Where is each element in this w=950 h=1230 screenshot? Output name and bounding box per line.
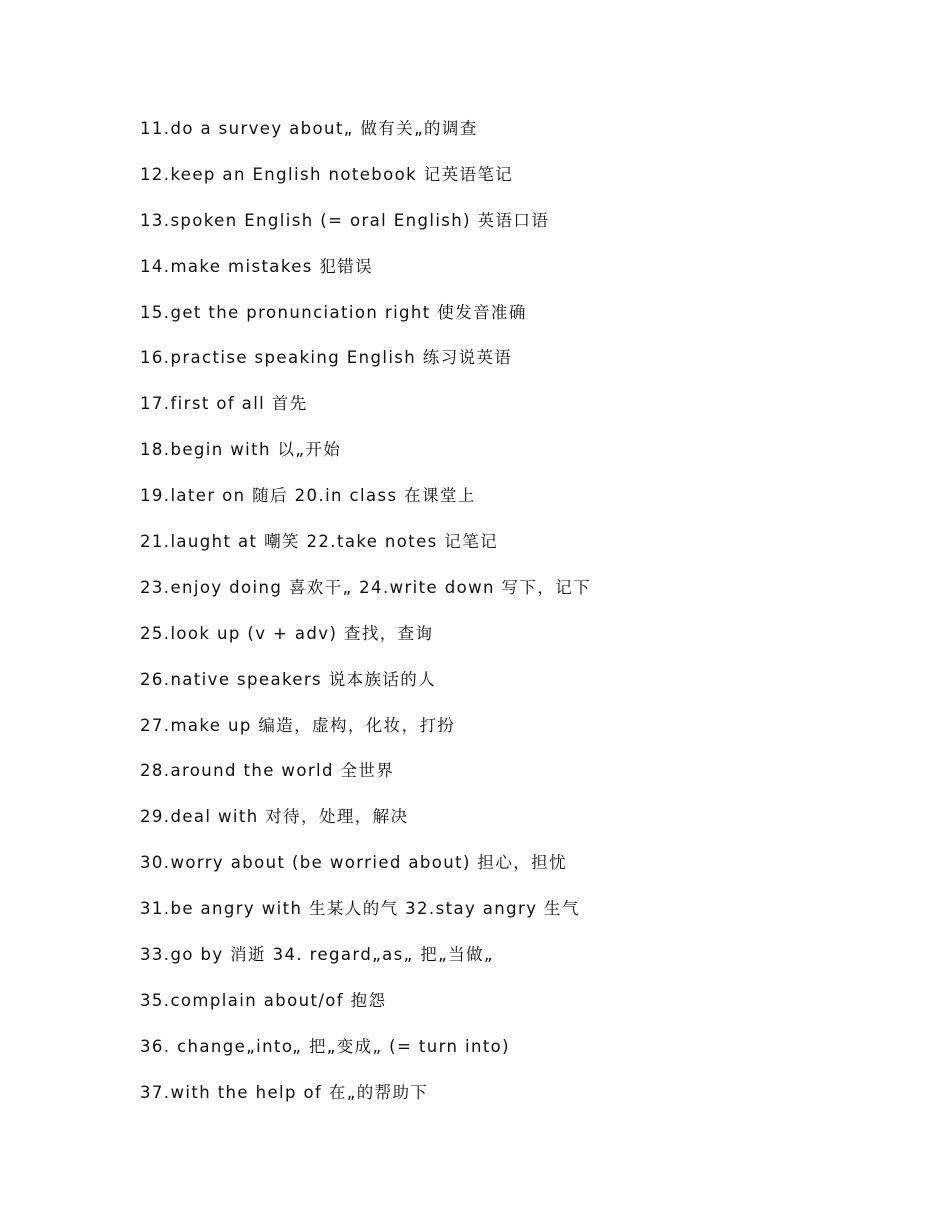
- phrase-line: 11.do a survey about„ 做有关„的调查: [140, 119, 478, 138]
- phrase-line: 12.keep an English notebook 记英语笔记: [140, 164, 514, 184]
- phrase-line: 18.begin with 以„开始: [140, 440, 342, 460]
- phrase-line: 15.get the pronunciation right 使发音准确: [140, 302, 527, 322]
- phrase-line: 16.practise speaking English 练习说英语: [140, 348, 513, 368]
- phrase-line: 37.with the help of 在„的帮助下: [140, 1082, 429, 1102]
- phrase-line: 31.be angry with 生某人的气 32.stay angry 生气: [140, 899, 580, 919]
- phrase-line: 30.worry about (be worried about) 担心，担忧: [140, 853, 567, 873]
- phrase-line: 25.look up (v + adv) 查找，查询: [140, 623, 434, 643]
- phrase-line: 14.make mistakes 犯错误: [140, 256, 374, 276]
- phrase-line: 21.laught at 嘲笑 22.take notes 记笔记: [140, 532, 499, 552]
- phrase-line: 29.deal with 对待，处理，解决: [140, 807, 409, 827]
- phrase-list: [140, 112, 900, 1122]
- phrase-line: 27.make up 编造，虚构，化妆，打扮: [140, 715, 456, 735]
- phrase-line: 33.go by 消逝 34. regard„as„ 把„当做„: [140, 945, 494, 965]
- phrase-line: 26.native speakers 说本族话的人: [140, 669, 437, 689]
- phrase-line: 19.later on 随后 20.in class 在课堂上: [140, 486, 476, 506]
- phrase-line: 28.around the world 全世界: [140, 761, 395, 781]
- phrase-line: 35.complain about/of 抱怨: [140, 990, 387, 1010]
- phrase-line: 36. change„into„ 把„变成„ (= turn into): [140, 1036, 511, 1056]
- phrase-line: 17.first of all 首先: [140, 394, 308, 414]
- phrase-line: 13.spoken English (= oral English) 英语口语: [140, 210, 550, 230]
- phrase-line: 23.enjoy doing 喜欢干„ 24.write down 写下，记下: [140, 577, 591, 597]
